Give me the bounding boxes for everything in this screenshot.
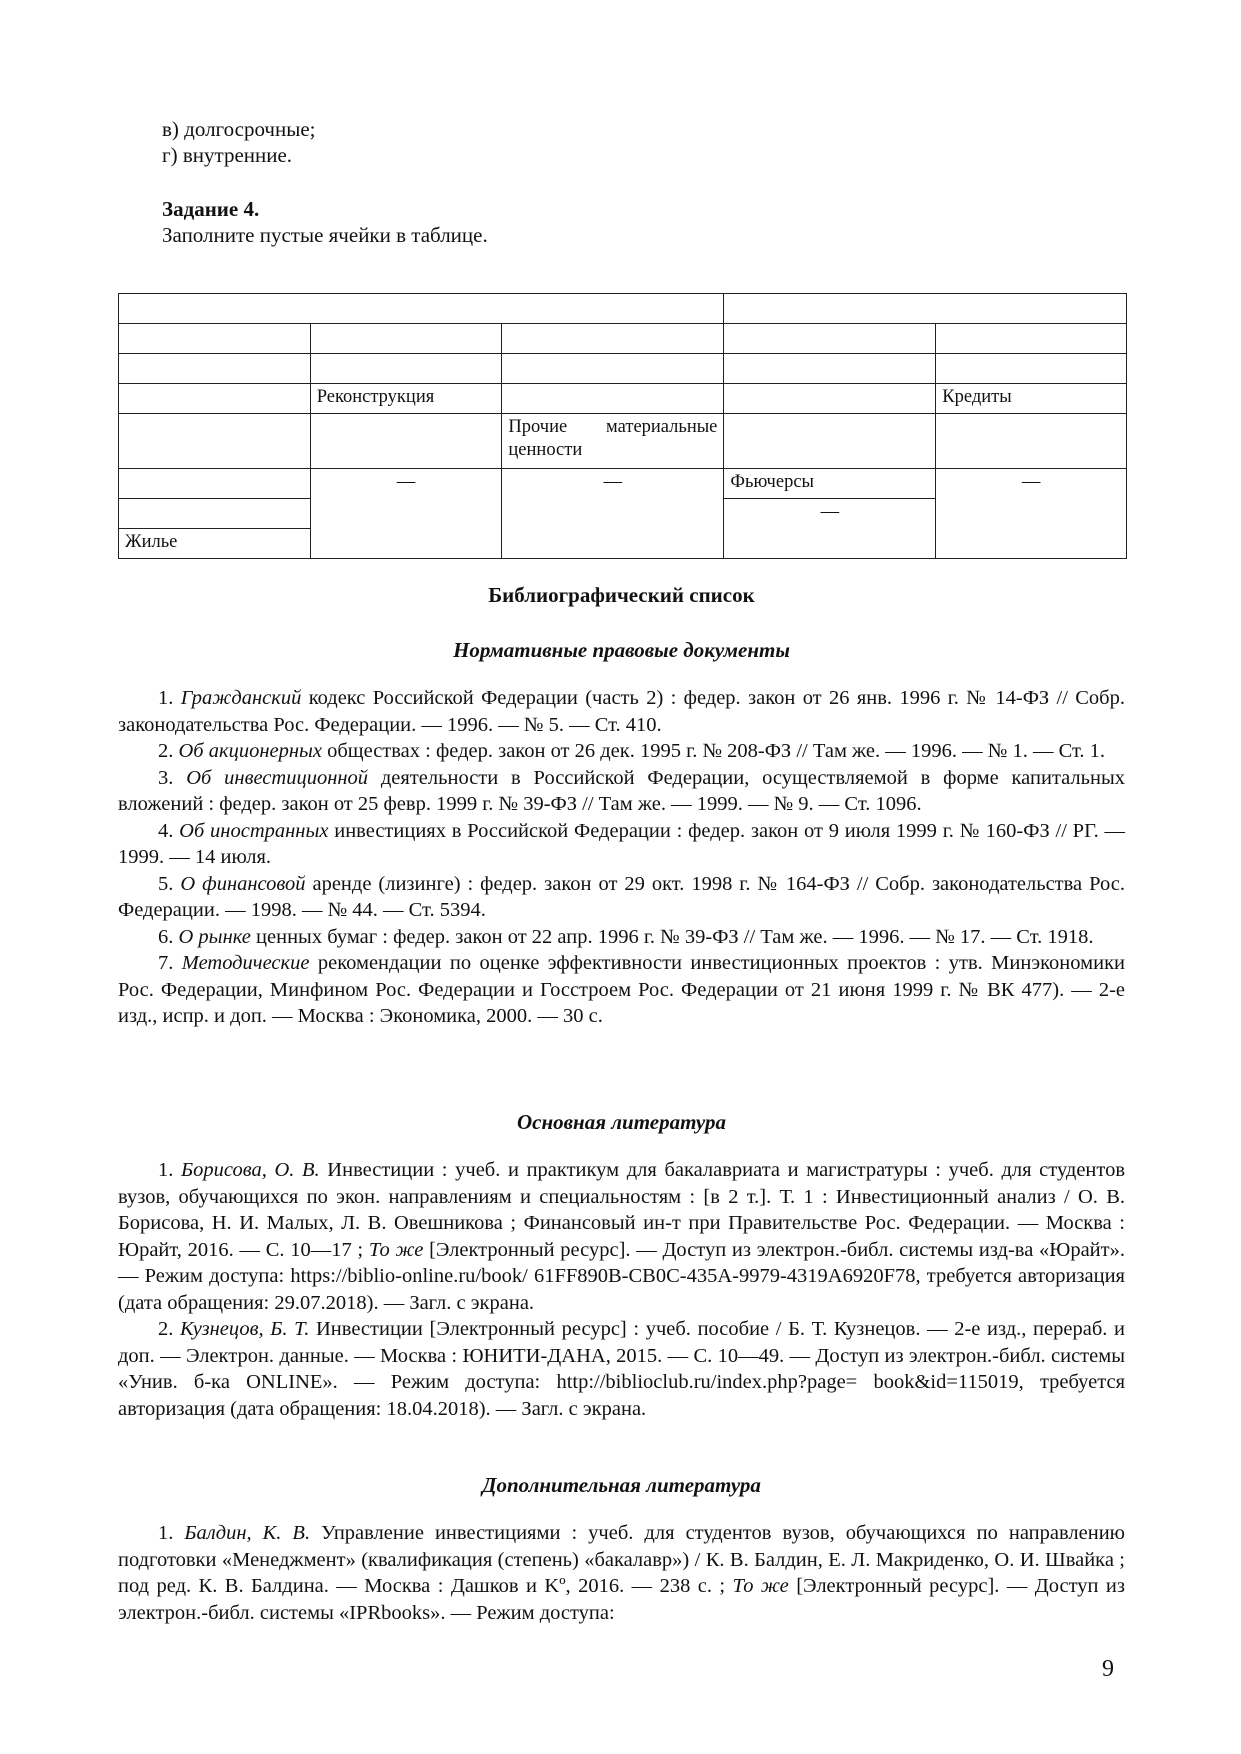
- entry-author: Балдин, К. В.: [184, 1522, 311, 1544]
- table-cell: [724, 384, 936, 414]
- section-heading: Нормативные правовые документы: [453, 638, 790, 662]
- table-cell: [936, 354, 1127, 384]
- table-cell: [119, 354, 311, 384]
- entry-text: аренде (лизинге) : федер. закон от 29 окт. 1998 г. № 164-ФЗ // Собр. законодательства Рос. Федерации. — 1998. — № 44. — Ст. 5394.: [118, 872, 1126, 921]
- bibliography-entry: [118, 685, 1125, 738]
- entry-same: То же: [732, 1575, 789, 1597]
- table-cell: [310, 414, 502, 469]
- table-cell: [119, 414, 311, 469]
- bibliography-title: Библиографический список: [488, 583, 755, 607]
- cell-dash: —: [724, 499, 936, 559]
- entry-author: Методические: [181, 952, 310, 974]
- entry-author: Об инвестиционной: [186, 766, 369, 789]
- bibliography-entry: [118, 818, 1125, 871]
- table-cell: [310, 354, 502, 384]
- bibliography-entry: [118, 871, 1125, 924]
- table-cell: [724, 324, 936, 354]
- entry-number: 1.: [158, 1159, 182, 1181]
- table-cell: [502, 354, 724, 384]
- entry-number: 5.: [158, 872, 181, 895]
- fill-table: [118, 293, 1127, 559]
- bibliography-entry: [118, 1520, 1125, 1626]
- entry-author: Об акционерных: [178, 740, 322, 762]
- entry-number: 3.: [158, 766, 187, 789]
- table-cell: [502, 384, 724, 414]
- cell-other-values: Прочие материальные ценности: [502, 414, 724, 469]
- entry-number: 2.: [158, 740, 179, 762]
- section-body: [118, 685, 1125, 1030]
- entry-text: рекомендации по оценке эффективности инвестиционных проектов : утв. Минэкономики Рос. Федерации, Минфином Рос. Федерации и Госстроем Рос. Федерации от 21 июня 1999 г. № ВК 477). — 2-е изд., испр. и доп. — Москва : Экономика, 2000. — 30 с.: [118, 952, 1126, 1027]
- page-number: 9: [1102, 1656, 1114, 1682]
- table-cell: [119, 294, 724, 324]
- entry-text: обществах : федер. закон от 26 дек. 1995 г. № 208-ФЗ // Там же. — 1996. — № 1. — Ст. 1.: [322, 740, 1106, 762]
- entry-author: О рынке: [178, 925, 251, 948]
- entry-same: То же: [368, 1238, 424, 1261]
- bibliography-entry: [118, 1157, 1125, 1316]
- cell-dash: —: [502, 469, 724, 559]
- cell-dash: —: [310, 469, 502, 559]
- section-heading: Основная литература: [517, 1110, 726, 1134]
- bibliography-entry: [118, 738, 1125, 765]
- entry-author: О финансовой: [180, 872, 306, 895]
- entry-author: Борисова, О. В.: [181, 1159, 320, 1181]
- task-title: Задание 4.: [162, 197, 260, 221]
- entry-number: 2.: [158, 1318, 181, 1340]
- bibliography-entry: [118, 924, 1125, 951]
- entry-text: Инвестиции : учеб. и практикум для бакалавриата и магистратуры : учеб. для студентов вузов, обучающихся по экон. направлениям и специальностям : [в 2 т.]. Т. 1 : Инвестиционный анализ / О. В. Борисова, Н. И. Малых, Л. В. Овешникова ; Финансовый ин-т при Правительстве Рос. Федерации. — Москва : Юрайт, 2016. — С. 10—17 ;: [118, 1159, 1126, 1261]
- table-cell: [724, 354, 936, 384]
- table-cell: [724, 414, 936, 469]
- entry-number: 1.: [158, 1522, 185, 1544]
- entry-number: 4.: [158, 819, 180, 842]
- entry-text: [Электронный ресурс]. — Доступ из электрон.-библ. системы «IPRbooks». — Режим доступа:: [118, 1575, 1126, 1624]
- bibliography-entry: [118, 1316, 1125, 1422]
- table-cell: [119, 499, 311, 529]
- bibliography-entry: [118, 950, 1125, 1030]
- table-cell: [119, 384, 311, 414]
- cell-dash: —: [936, 469, 1127, 559]
- table-cell: [502, 324, 724, 354]
- cell-housing: Жилье: [119, 529, 311, 559]
- section-body: [118, 1157, 1125, 1422]
- section-body: [118, 1520, 1125, 1626]
- entry-text: кодекс Российской Федерации (часть 2) : федер. закон от 26 янв. 1996 г. № 14-ФЗ // Собр. законодательства Рос. Федерации. — 1996. — № 5. — Ст. 410.: [118, 687, 1125, 736]
- table-cell: [119, 324, 311, 354]
- table-cell: [724, 294, 1127, 324]
- entry-text: Управление инвестициями : учеб. для студентов вузов, обучающихся по направлению подготовки «Менеджмент» (квалификация (степень) «бакалавр») / К. В. Балдин, Е. Л. Макриденко, О. И. Швайка ; под ред. К. В. Балдина. — Москва : Дашков и Kº, 2016. — 238 с. ;: [118, 1522, 1125, 1597]
- entry-number: 7.: [158, 952, 182, 974]
- cell-futures: Фьючерсы: [724, 469, 936, 499]
- table-cell: [119, 469, 311, 499]
- list-item-g: г) внутренние.: [162, 143, 293, 167]
- entry-author: Кузнецов, Б. Т.: [180, 1318, 310, 1340]
- entry-text: ценных бумаг : федер. закон от 22 апр. 1996 г. № 39-ФЗ // Там же. — 1996. — № 17. — Ст. 1918.: [250, 925, 1094, 948]
- entry-text: деятельности в Российской Федерации, осуществляемой в форме капитальных вложений : федер. закон от 25 февр. 1999 г. № 39-ФЗ // Там же. — 1999. — № 9. — Ст. 1096.: [118, 766, 1126, 815]
- entry-number: 1.: [158, 687, 181, 709]
- table-cell: [936, 324, 1127, 354]
- entry-text: [Электронный ресурс]. — Доступ из электрон.-библ. системы изд-ва «Юрайт». — Режим доступа: https://biblio-online.ru/book/ 61FF890B-CB0C-435A-9979-4319A6920F78, требуется авторизация (дата обращения: 29.07.2018). — Загл. с экрана.: [118, 1238, 1125, 1314]
- entry-author: Гражданский: [180, 687, 302, 709]
- entry-text: инвестициях в Российской Федерации : федер. закон от 9 июля 1999 г. № 160-ФЗ // РГ. — 1999. — 14 июля.: [118, 819, 1126, 868]
- cell-reconstruction: Реконструкция: [310, 384, 502, 414]
- table-cell: [936, 414, 1127, 469]
- section-heading: Дополнительная литература: [482, 1473, 761, 1497]
- list-item-v: в) долгосрочные;: [162, 117, 316, 141]
- cell-credits: Кредиты: [936, 384, 1127, 414]
- table-cell: [310, 324, 502, 354]
- task-instruction: Заполните пустые ячейки в таблице.: [162, 223, 488, 247]
- bibliography-entry: [118, 765, 1125, 818]
- entry-text: Инвестиции [Электронный ресурс] : учеб. пособие / Б. Т. Кузнецов. — 2-е изд., перераб. и доп. — Электрон. данные. — Москва : ЮНИТИ-ДАНА, 2015. — С. 10—49. — Доступ из электрон.-библ. системы «Унив. б-ка ONLINE». — Режим доступа: http://biblioclub.ru/index.php?page= book&id=115019, требуется авторизация (дата обращения: 18.04.2018). — Загл. с экрана.: [118, 1318, 1125, 1420]
- entry-number: 6.: [158, 925, 179, 948]
- entry-author: Об иностранных: [179, 819, 329, 842]
